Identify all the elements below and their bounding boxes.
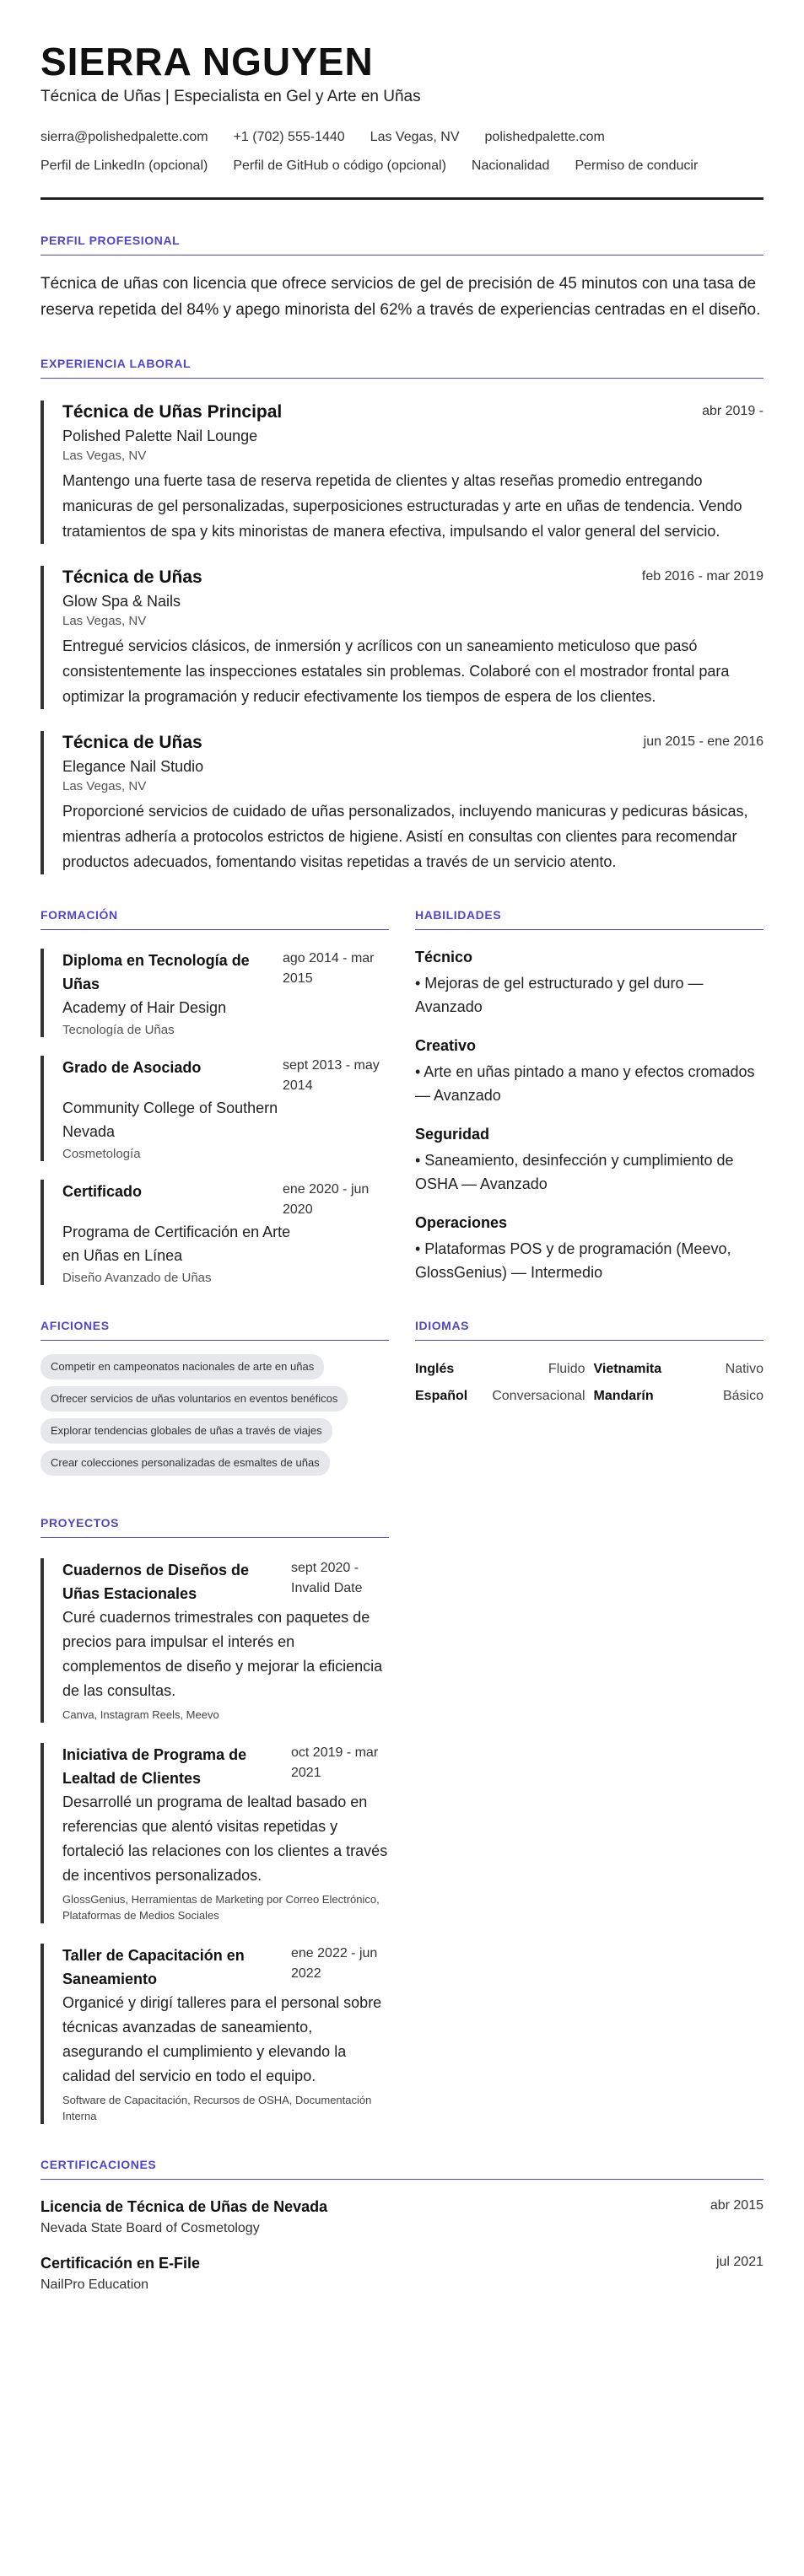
experience-entry: [40, 731, 764, 874]
job-dates: abr 2019 -: [702, 404, 764, 418]
resume-header: [40, 39, 764, 200]
contact-phone[interactable]: +1 (702) 555-1440: [233, 130, 345, 144]
skill-group: [415, 1126, 764, 1196]
project-description: Curé cuadernos trimestrales con paquetes de precios para impulsar el interés en complementos de diseño y mejorar la eficiencia de las consultas.: [62, 1609, 383, 1699]
skill-category: Técnico: [415, 949, 473, 965]
certifications-section: [40, 2158, 764, 2293]
languages-section: [415, 1319, 764, 1482]
certification-issuer: Nevada State Board of Cosmetology: [40, 2221, 260, 2235]
header-divider: [40, 197, 764, 200]
project-tools: Canva, Instagram Reels, Meevo: [62, 1708, 219, 1721]
project-tools: GlossGenius, Herramientas de Marketing por Correo Electrónico, Plataformas de Medios Sociales: [62, 1893, 380, 1922]
institution-name: Programa de Certificación en Arte en Uñas en Línea: [62, 1223, 291, 1264]
contact-location: Las Vegas, NV: [370, 130, 460, 144]
language-level: Fluido: [548, 1362, 585, 1376]
degree-dates: sept 2013 - may 2014: [283, 1058, 380, 1093]
section-title-projects: PROYECTOS: [40, 1516, 389, 1538]
certification-date: jul 2021: [715, 2255, 764, 2269]
job-dates: feb 2016 - mar 2019: [641, 569, 764, 583]
language-level: Conversacional: [492, 1389, 585, 1403]
job-dates: jun 2015 - ene 2016: [643, 734, 764, 749]
language-name: Español: [415, 1389, 468, 1403]
language-item: [594, 1383, 764, 1410]
degree-title: Diploma en Tecnología de Uñas: [62, 952, 250, 992]
education-skills-row: [40, 908, 764, 1285]
job-location: Las Vegas, NV: [62, 614, 147, 628]
contact-drivers-license: Permiso de conducir: [575, 159, 699, 173]
hobbies-languages-row: [40, 1319, 764, 1482]
project-name: Cuadernos de Diseños de Uñas Estacionales: [62, 1562, 250, 1602]
language-level: Nativo: [725, 1362, 764, 1376]
field-of-study: Cosmetología: [62, 1147, 141, 1161]
experience-entry: [40, 401, 764, 544]
job-description: Mantengo una fuerte tasa de reserva repetida de clientes y altas reseñas promedio entregando manicuras de gel personalizadas, superposiciones estructuradas y arte en uñas de tendencia. Vendo tratamientos de spa y kits minoristas de manera efectiva, impulsando el valor general del servicio.: [62, 472, 742, 540]
job-description: Proporcioné servicios de cuidado de uñas personalizados, incluyendo manicuras y pedicuras básicas, mientras adhería a protocolos estrictos de higiene. Asistí en consultas con clientes para recomendar productos adecuados, fomentando visitas repetidas a través de un servicio atento.: [62, 803, 748, 870]
education-entry: [40, 1056, 389, 1161]
certification-name: Licencia de Técnica de Uñas de Nevada: [40, 2198, 328, 2215]
project-dates: sept 2020 - Invalid Date: [291, 1561, 363, 1595]
certification-name: Certificación en E-File: [40, 2255, 201, 2272]
section-title-hobbies: AFICIONES: [40, 1319, 389, 1341]
degree-title: Grado de Asociado: [62, 1059, 202, 1076]
section-title-summary: PERFIL PROFESIONAL: [40, 234, 764, 255]
hobby-chip: Crear colecciones personalizadas de esmaltes de uñas: [40, 1450, 330, 1476]
experience-entry: [40, 566, 764, 709]
hobby-chip: Competir en campeonatos nacionales de arte en uñas: [40, 1354, 324, 1379]
job-location: Las Vegas, NV: [62, 449, 147, 463]
skill-category: Creativo: [415, 1037, 477, 1054]
experience-section: [40, 357, 764, 874]
section-title-certifications: CERTIFICACIONES: [40, 2158, 764, 2180]
project-dates: oct 2019 - mar 2021: [291, 1745, 379, 1780]
summary-section: [40, 234, 764, 323]
summary-text: Técnica de uñas con licencia que ofrece servicios de gel de precisión de 45 minutos con una tasa de reserva repetida del 84% y apego minorista del 62% a través de experiencias centradas en el diseño.: [40, 275, 761, 319]
language-item: [415, 1356, 585, 1383]
job-company: Elegance Nail Studio: [62, 758, 204, 775]
project-description: Desarrollé un programa de lealtad basado en referencias que alentó visitas repetidas y fortaleció las relaciones con los clientes a través de incentivos personalizados.: [62, 1794, 388, 1884]
project-tools: Software de Capacitación, Recursos de OSHA, Documentación Interna: [62, 2094, 372, 2122]
job-company: Polished Palette Nail Lounge: [62, 428, 258, 444]
skills-section: [415, 908, 764, 1285]
degree-title: Certificado: [62, 1183, 143, 1200]
job-description: Entregué servicios clásicos, de inmersión y acrílicos con un saneamiento meticuloso que pasó consistentemente las inspecciones estatales sin problemas. Colaboré con el mostrador frontal para optimizar la programación y reducir efectivamente los tiempos de espera de los clientes.: [62, 637, 730, 705]
candidate-headline: Técnica de Uñas | Especialista en Gel y Arte en Uñas: [40, 88, 421, 105]
job-location: Las Vegas, NV: [62, 779, 147, 793]
institution-name: Community College of Southern Nevada: [62, 1100, 278, 1140]
project-entry: [40, 1944, 389, 2124]
language-name: Vietnamita: [593, 1362, 662, 1376]
job-title: Técnica de Uñas: [62, 733, 202, 752]
skill-item: • Arte en uñas pintado a mano y efectos cromados — Avanzado: [415, 1063, 755, 1104]
project-name: Iniciativa de Programa de Lealtad de Clientes: [62, 1746, 247, 1787]
projects-section: [40, 1516, 389, 2124]
language-item: [594, 1356, 764, 1383]
project-description: Organicé y dirigí talleres para el personal sobre técnicas avanzadas de saneamiento, asegurando el cumplimiento y elevando la calidad del servicio en todo el equipo.: [62, 1994, 382, 2084]
skill-item: • Plataformas POS y de programación (Meevo, GlossGenius) — Intermedio: [415, 1240, 731, 1281]
contact-github[interactable]: Perfil de GitHub o código (opcional): [233, 159, 446, 173]
certification-issuer: NailPro Education: [40, 2278, 149, 2292]
section-title-experience: EXPERIENCIA LABORAL: [40, 357, 764, 379]
contact-website[interactable]: polishedpalette.com: [484, 130, 605, 144]
section-title-skills: HABILIDADES: [415, 908, 764, 930]
project-name: Taller de Capacitación en Saneamiento: [62, 1947, 245, 1987]
project-entry: [40, 1743, 389, 1923]
project-dates: ene 2022 - jun 2022: [291, 1946, 378, 1981]
institution-name: Academy of Hair Design: [62, 999, 227, 1016]
hobby-chip-list: [40, 1354, 389, 1482]
education-section: [40, 908, 389, 1285]
skill-item: • Mejoras de gel estructurado y gel duro — Avanzado: [415, 975, 704, 1015]
contact-nationality: Nacionalidad: [471, 159, 550, 173]
contact-info: [40, 123, 764, 180]
field-of-study: Diseño Avanzado de Uñas: [62, 1271, 212, 1285]
hobby-chip: Explorar tendencias globales de uñas a través de viajes: [40, 1418, 332, 1444]
contact-linkedin[interactable]: Perfil de LinkedIn (opcional): [40, 159, 208, 173]
degree-dates: ago 2014 - mar 2015: [283, 951, 375, 986]
language-grid: [415, 1356, 764, 1410]
hobbies-section: [40, 1319, 389, 1482]
field-of-study: Tecnología de Uñas: [62, 1023, 175, 1037]
section-title-languages: IDIOMAS: [415, 1319, 764, 1341]
language-name: Mandarín: [593, 1389, 654, 1403]
language-name: Inglés: [415, 1362, 455, 1376]
degree-dates: ene 2020 - jun 2020: [283, 1182, 370, 1217]
candidate-name: SIERRA NGUYEN: [40, 40, 374, 83]
skill-group: [415, 1037, 764, 1107]
skill-item: • Saneamiento, desinfección y cumplimiento de OSHA — Avanzado: [415, 1152, 734, 1192]
project-entry: [40, 1558, 389, 1723]
certification-date: abr 2015: [710, 2198, 764, 2213]
education-entry: [40, 949, 389, 1037]
language-item: [415, 1383, 585, 1410]
skill-group: [415, 949, 764, 1019]
skill-group: [415, 1214, 764, 1284]
certification-entry: [40, 2198, 764, 2236]
skill-category: Seguridad: [415, 1126, 490, 1143]
job-title: Técnica de Uñas Principal: [62, 402, 283, 422]
hobby-chip: Ofrecer servicios de uñas voluntarios en eventos benéficos: [40, 1386, 348, 1412]
contact-email[interactable]: sierra@polishedpalette.com: [40, 130, 208, 144]
education-entry: [40, 1180, 389, 1285]
section-title-education: FORMACIÓN: [40, 908, 389, 930]
certification-entry: [40, 2255, 764, 2293]
job-title: Técnica de Uñas: [62, 567, 202, 587]
job-company: Glow Spa & Nails: [62, 593, 181, 610]
language-level: Básico: [722, 1389, 764, 1403]
skill-category: Operaciones: [415, 1214, 508, 1231]
